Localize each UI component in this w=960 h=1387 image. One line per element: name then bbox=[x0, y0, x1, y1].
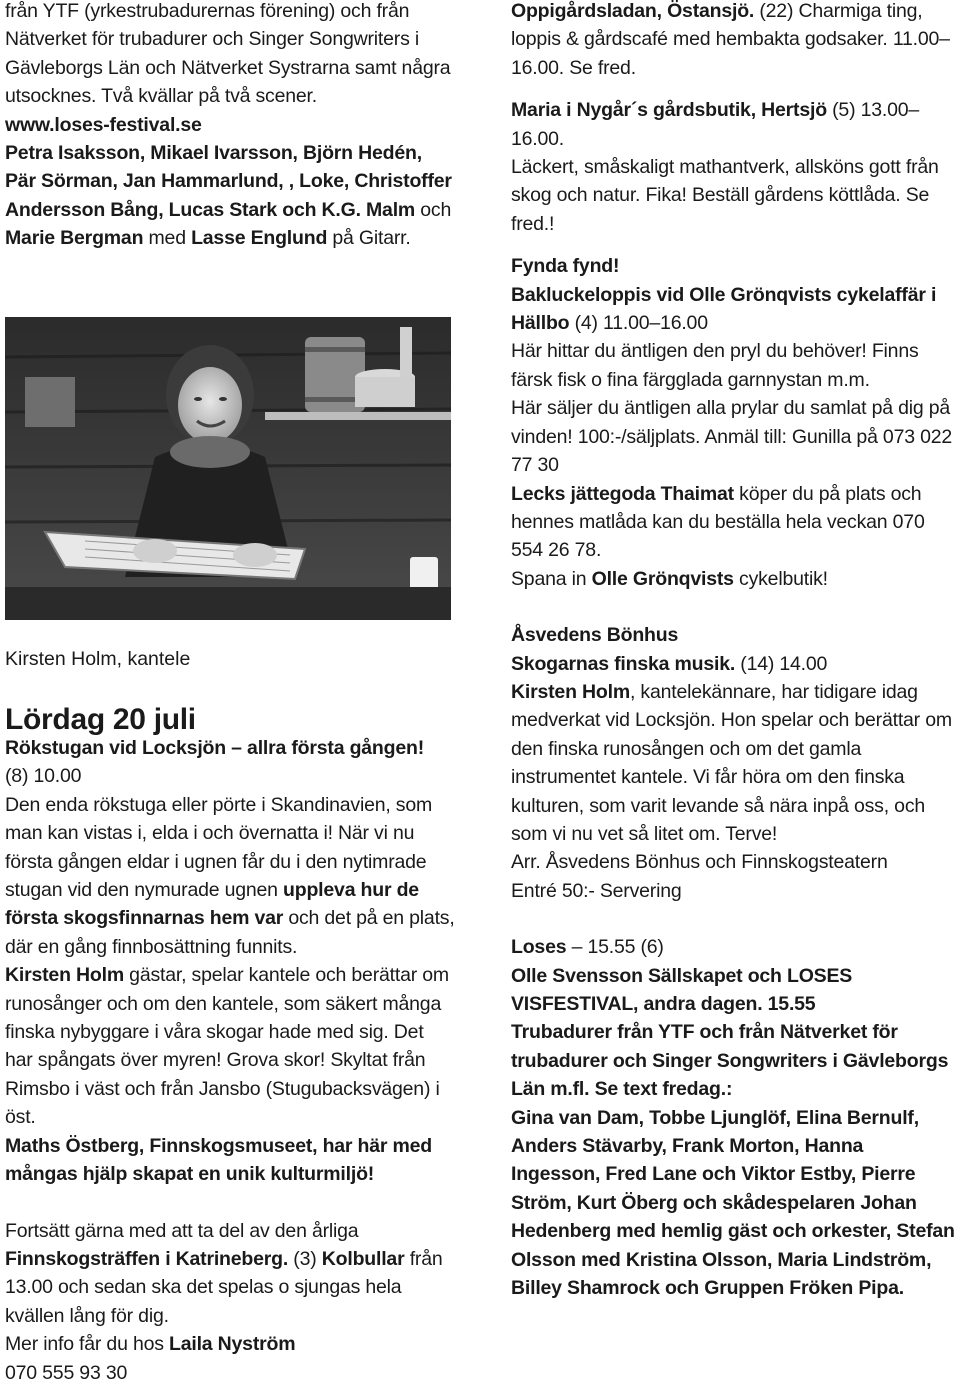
thaimat-title: Lecks jättegoda Thaimat bbox=[511, 482, 734, 505]
finnskog-e: från 13.00 och sedan ska det spelas o sjungas hela kvällen lång för dig. bbox=[5, 1247, 443, 1327]
photo-caption: Kirsten Holm, kantele bbox=[5, 648, 191, 670]
asveden-event-title: Skogarnas finska musik. bbox=[511, 652, 736, 675]
asveden-text: , kantelekännare, har tidigare idag medverkat vid Locksjön. Hon spelar och berättar om den finska runosången och om det gamla instrumentet kantele. Vi får höra om den finska kulturen, som varit levande så nära inpå oss, och som vi nu vet så litet om. Terve! bbox=[511, 680, 952, 845]
kolbullar-bold: Kolbullar bbox=[321, 1247, 405, 1270]
oppigard-title: Oppigårdsladan, Östansjö. bbox=[511, 0, 755, 22]
maria-description: Läckert, småskaligt mathantverk, allsköns gott från skog och natur. Fika! Beställ gårdens köttlåda. Se fred.! bbox=[511, 156, 939, 235]
thaimat-paragraph bbox=[511, 480, 956, 565]
festival-intro: från YTF (yrkestrubadurernas förening) och från Nätverket för trubadurer och Singer Songwriters i Gävleborgs Län och Nätverket Systrarna samt några utsocknes. Två kvällar på två scener. bbox=[5, 0, 451, 108]
finnskog-bold: Finnskogsträffen i Katrineberg. bbox=[5, 1247, 289, 1270]
oppigard-text: (22) Charmiga ting, loppis & gårdscafé med hembakta godsaker. 11.00–16.00. Se fred. bbox=[511, 0, 950, 79]
loses-title bbox=[511, 933, 956, 961]
spana-c: cykelbutik! bbox=[733, 567, 828, 590]
photo-illustration bbox=[5, 317, 451, 620]
contact-name: Laila Nyström bbox=[169, 1333, 296, 1356]
kirsten-name: Kirsten Holm bbox=[5, 964, 124, 987]
artists-bold: Petra Isaksson, Mikael Ivarsson, Björn Hedén, Pär Sörman, Jan Hammarlund, , Loke, Christoffer Andersson Bång, Lucas Stark och K.G. Malm bbox=[5, 142, 452, 221]
more-info bbox=[5, 1330, 455, 1358]
asveden-kirsten: Kirsten Holm bbox=[511, 680, 630, 703]
more-info-text: Mer info får du hos bbox=[5, 1333, 169, 1356]
conj-och: och bbox=[415, 198, 452, 221]
kantele-photo bbox=[5, 317, 451, 620]
spana-a: Spana in bbox=[511, 567, 592, 590]
finnskog-a: Fortsätt gärna med att ta del av den årliga bbox=[5, 1219, 359, 1242]
fynda-title: Fynda fynd! bbox=[511, 255, 620, 278]
oppigard-paragraph bbox=[511, 0, 956, 82]
bakluckeloppis-time: (4) 11.00–16.00 bbox=[569, 312, 708, 335]
maria-title: Maria i Nygår´s gårdsbutik, Hertsjö bbox=[511, 99, 827, 122]
day-heading: Lördag 20 juli bbox=[5, 703, 196, 736]
loses-festival: Olle Svensson Sällskapet och LOSES VISFESTIVAL, andra dagen. 15.55 bbox=[511, 964, 853, 1015]
asveden-description bbox=[511, 678, 956, 848]
loses-artists: Gina van Dam, Tobbe Ljunglöf, Elina Bernulf, Anders Stävarby, Frank Morton, Hanna Ingesson, Fred Lane och Viktor Estby, Pierre Ström, Kurt Öberg och skådespelaren Johan Hedenberg med hemlig gäst och orkester, Stefan Olsson med Kristina Olsson, Maria Lindström, Billey Shamrock och Gruppen Fröken Pipa. bbox=[511, 1106, 955, 1300]
bakluckeloppis-text1: Här hittar du äntligen den pryl du behöver! Finns färsk fisk o fina färgglada garnnystan m.m. bbox=[511, 340, 919, 391]
asveden-entre: Entré 50:- Servering bbox=[511, 879, 682, 902]
asveden-time: (14) 14.00 bbox=[735, 652, 828, 675]
desc-highlight: uppleva hur de första skogsfinnarnas hem var bbox=[5, 879, 419, 930]
gitarr-text: på Gitarr. bbox=[327, 227, 411, 250]
kirsten-text: gästar, spelar kantele och berättar om runosånger och om den kantele, som säkert många finska nybyggare i våra skogar hade med sig. Det har spångats över myren! Grova skor! Skyltat från Rimsbo i väst och från Jansbo (Stugubacksvägen) i öst. bbox=[5, 964, 449, 1129]
asveden-title: Åsvedens Bönhus bbox=[511, 624, 679, 647]
maria-time: (5) 13.00–16.00. bbox=[511, 99, 920, 150]
loses-time: – 15.55 (6) bbox=[566, 936, 664, 959]
spana-paragraph bbox=[511, 565, 956, 593]
spana-bold: Olle Grönqvists bbox=[591, 567, 734, 590]
artist-marie: Marie Bergman bbox=[5, 227, 144, 250]
bakluckeloppis-title: Bakluckeloppis vid Olle Grönqvists cykelaffär i Hällbo bbox=[511, 283, 937, 335]
left-column-top bbox=[5, 0, 455, 253]
maria-paragraph bbox=[511, 96, 956, 153]
finnskog-c: (3) bbox=[288, 1247, 322, 1270]
bakluckeloppis-text2: Här säljer du äntligen alla prylar du samlat på dig på vinden! 100:-/säljplats. Anmäl till: Gunilla på 073 022 77 30 bbox=[511, 397, 953, 477]
asveden-arr: Arr. Åsvedens Bönhus och Finnskogsteatern bbox=[511, 851, 888, 874]
festival-artists bbox=[5, 139, 455, 253]
event-title: Rökstugan vid Locksjön – allra första gången! bbox=[5, 737, 425, 759]
kirsten-paragraph bbox=[5, 961, 455, 1131]
event-description bbox=[5, 791, 455, 961]
left-column-saturday bbox=[5, 700, 455, 1387]
desc-part-c: och det på en plats, där en gång finnbosättning funnits. bbox=[5, 907, 455, 958]
bakluckeloppis bbox=[511, 281, 956, 338]
museum-paragraph: Maths Östberg, Finnskogsmuseet, har här med mångas hjälp skapat en unik kulturmiljö! bbox=[5, 1134, 432, 1186]
contact-phone: 070 555 93 30 bbox=[5, 1361, 128, 1384]
event-time: (8) 10.00 bbox=[5, 765, 82, 788]
thaimat-text: köper du på plats och hennes matlåda kan du beställa hela veckan 070 554 26 78. bbox=[511, 482, 925, 562]
conj-med: med bbox=[143, 227, 192, 250]
asveden-event bbox=[511, 650, 956, 678]
festival-url[interactable]: www.loses-festival.se bbox=[5, 113, 202, 136]
artist-lasse: Lasse Englund bbox=[191, 227, 328, 250]
right-column bbox=[511, 0, 956, 1302]
desc-part-a: Den enda rökstuga eller pörte i Skandinavien, som man kan vistas i, elda i och övernatta i! När vi nu första gången eldar i ugnen får du i den nytimrade stugan vid den nymurade ugnen bbox=[5, 793, 433, 902]
loses-trubadurer: Trubadurer från YTF och från Nätverket för trubadurer och Singer Songwriters i Gävleborgs Län m.fl. Se text fredag.: bbox=[511, 1021, 949, 1101]
loses-bold: Loses bbox=[511, 936, 567, 959]
finnskog-paragraph bbox=[5, 1217, 455, 1331]
